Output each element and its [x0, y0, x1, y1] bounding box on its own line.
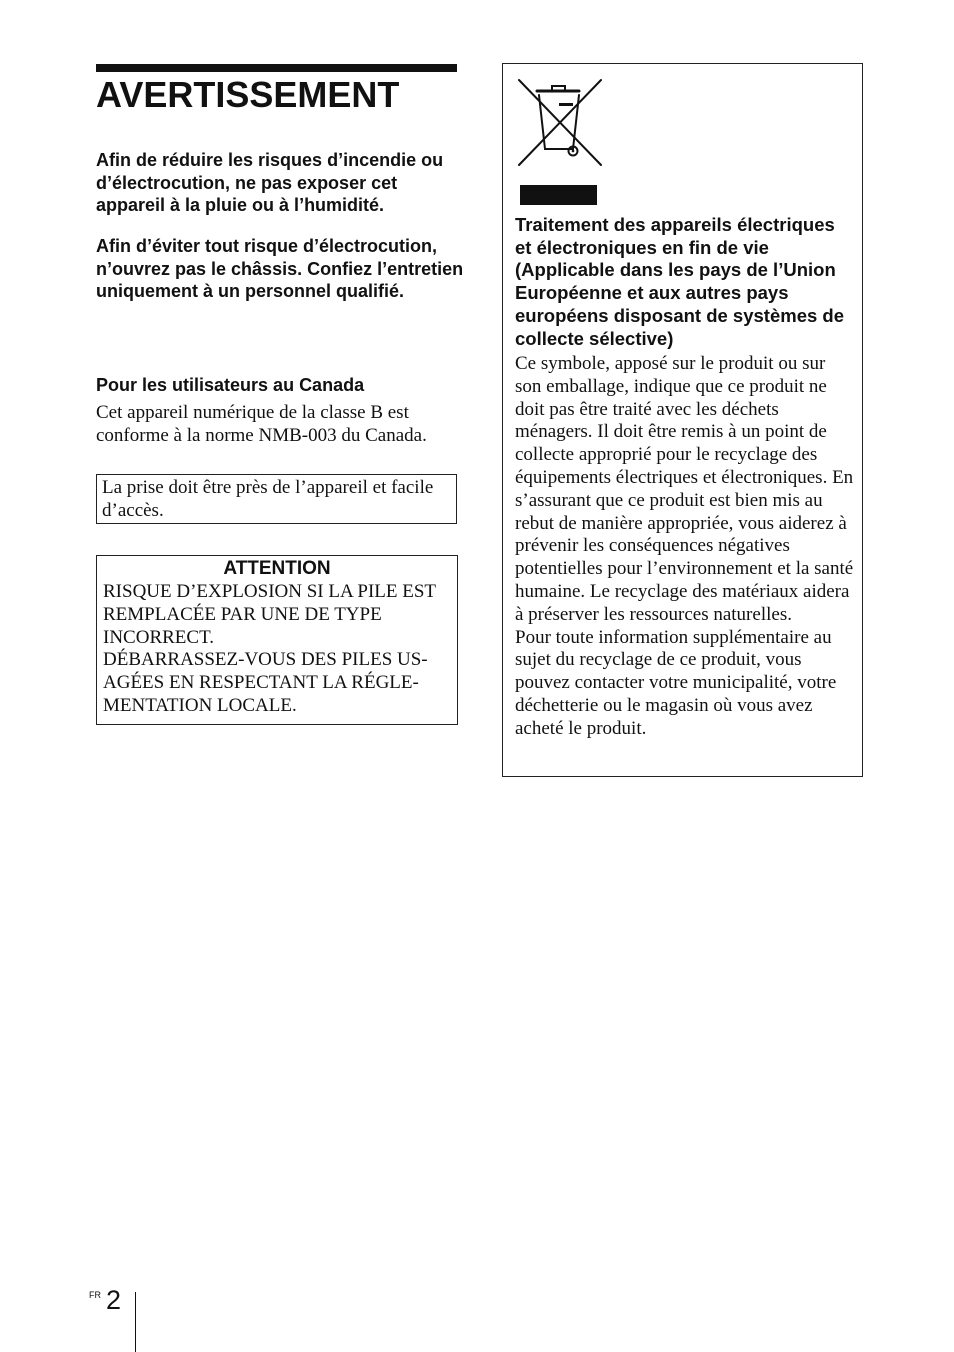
- weee-black-bar: [520, 185, 597, 205]
- page-title: AVERTISSEMENT: [96, 74, 400, 115]
- fire-warning: Afin de réduire les risques d’incendie ou d’électrocution, ne pas exposer cet appareil à la pluie ou à l’humidité.: [96, 150, 444, 215]
- canada-text: Cet appareil numérique de la classe B est conforme à la norme NMB-003 du Canada.: [96, 402, 427, 446]
- crossed-out-wheelie-bin-icon: [515, 75, 605, 169]
- plug-notice-text: La prise doit être près de l’appareil et facile d’accès.: [102, 477, 434, 521]
- attention-title: ATTENTION: [223, 558, 331, 579]
- attention-box: [96, 555, 458, 725]
- title-rule: [96, 64, 457, 72]
- weee-heading: Traitement des appareils électriques et électroniques en fin de vie (Applicable dans les pays de l’Union Européenne et aux autres pays européens disposant de systèmes de collecte sélective): [515, 214, 845, 349]
- plug-notice-box: [96, 474, 457, 524]
- attention-text: RISQUE D’EXPLOSION SI LA PILE EST REMPLACÉE PAR UNE DE TYPE INCORRECT. DÉBARRASSEZ-VOUS DES PILES US-AGÉES EN RESPECTANT LA RÉGLE-MENTATION LOCALE.: [103, 581, 436, 716]
- chassis-warning: Afin d’éviter tout risque d’électrocution, n’ouvrez pas le châssis. Confiez l’entretien uniquement à un personnel qualifié.: [96, 236, 464, 301]
- footer-rule: [135, 1292, 136, 1352]
- canada-heading: Pour les utilisateurs au Canada: [96, 375, 365, 395]
- weee-box: [502, 63, 863, 777]
- language-code: FR: [89, 1290, 101, 1300]
- page-number: 2: [106, 1285, 122, 1315]
- weee-text: Ce symbole, apposé sur le produit ou sur son emballage, indique que ce produit ne doit pas être traité avec les déchets ménagers. Il doit être remis à un point de collecte approprié pour le recyclage des équipements électriques et électroniques. En s’assurant que ce produit est bien mis au rebut de manière appropriée, vous aiderez à prévenir les conséquences négatives potentielles pour l’environnement et la santé humaine. Le recyclage des matériaux aidera à préserver les ressources naturelles. Pour toute information supplémentaire au sujet du recyclage de ce produit, vous pouvez contacter votre municipalité, votre déchetterie ou le magasin où vous avez acheté le produit.: [515, 353, 854, 739]
